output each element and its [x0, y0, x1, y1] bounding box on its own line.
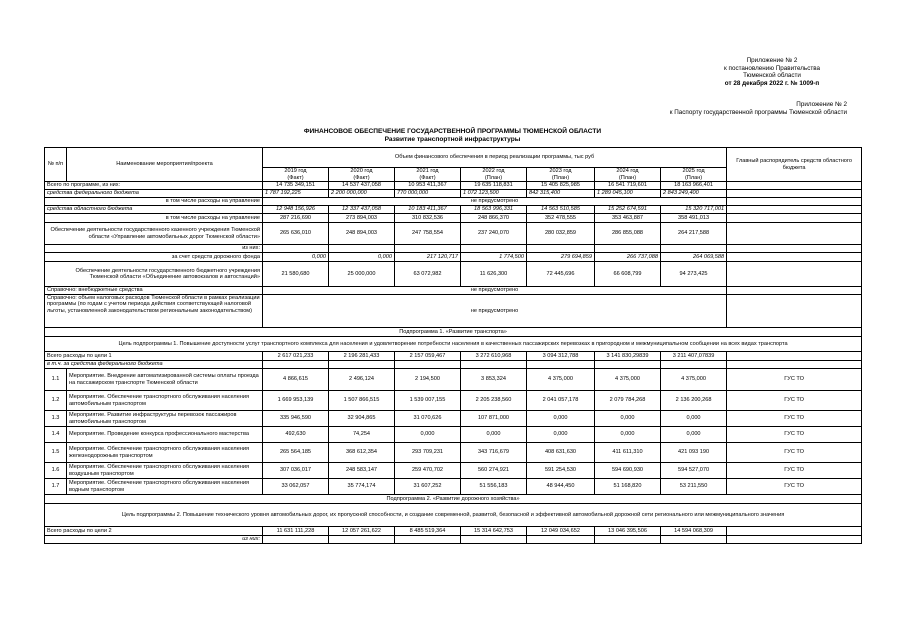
cell-2025: 594 527,070: [661, 463, 727, 479]
cell-2024: 4 375,000: [595, 369, 661, 391]
cell-2024: 266 737,088: [595, 253, 661, 262]
cell-2025: 2 843 249,400: [661, 190, 727, 198]
cell-2023: 2 041 057,178: [527, 391, 595, 411]
cell-2025: 15 320 717,001: [661, 206, 727, 214]
header-year-2024: 2024 год (План): [595, 168, 661, 182]
cell-2022: 343 716,679: [461, 443, 527, 463]
cell-2025: 3 211 407,07839: [661, 352, 727, 361]
cell-2023: 842 315,400: [527, 190, 595, 198]
cell-2023: 352 478,555: [527, 214, 595, 223]
row-label: средства федерального бюджета: [45, 190, 263, 198]
item-label: Мероприятие. Обеспечение транспортного обслуживания населения автомобильным транспортом: [67, 391, 263, 411]
subprogram-2-title: Подпрограмма 2. «Развитие дорожного хозяйства»: [45, 495, 862, 504]
row-label: в том числе расходы на управление: [45, 214, 263, 223]
row-federal: [45, 190, 862, 198]
cell-2024: 13 046 395,506: [595, 527, 661, 536]
cell-2022: 560 274,921: [461, 463, 527, 479]
cell-manager: [727, 223, 862, 245]
row-goal-2-of-which: [45, 536, 862, 544]
cell-2020: 273 894,003: [329, 214, 395, 223]
cell-2022: 19 635 118,831: [461, 182, 527, 190]
row-regional-institution: [45, 223, 862, 245]
table-row: [45, 411, 862, 427]
cell-2021: 31 070,626: [395, 411, 461, 427]
not-provided-text: не предусмотрено: [263, 295, 727, 328]
header-year-2023: 2023 год (План): [527, 168, 595, 182]
cell-2023: 48 944,450: [527, 479, 595, 495]
cell-2022: 15 314 642,753: [461, 527, 527, 536]
item-num: 1.2: [45, 391, 67, 411]
cell-2024: 2 079 784,268: [595, 391, 661, 411]
cell-2025: 14 594 068,309: [661, 527, 727, 536]
cell-2020: 248 583,147: [329, 463, 395, 479]
cell-2024: 3 141 830,29839: [595, 352, 661, 361]
cell-2019: 33 062,057: [263, 479, 329, 495]
cell-2022: 11 626,300: [461, 262, 527, 287]
cell-2022: 248 866,370: [461, 214, 527, 223]
cell-manager: [727, 206, 862, 214]
cell-2024: 15 252 674,591: [595, 206, 661, 214]
header-num: № п/п: [45, 148, 67, 182]
title-line-2: Развитие транспортной инфраструктуры: [384, 136, 521, 143]
table-row: [45, 463, 862, 479]
cell-manager: ГУС ТО: [727, 369, 862, 391]
cell-2025: 0,000: [661, 427, 727, 443]
cell-2024: 0,000: [595, 427, 661, 443]
cell-2019: 11 631 111,228: [263, 527, 329, 536]
cell-2021: 10 183 411,367: [395, 206, 461, 214]
cell-2022: 1 072 123,500: [461, 190, 527, 198]
cell-2023: 15 405 825,985: [527, 182, 595, 190]
cell-2023: 280 032,859: [527, 223, 595, 245]
cell-2022: 3 853,324: [461, 369, 527, 391]
row-label: Всего по программе, из них:: [45, 182, 263, 190]
table-row: [45, 391, 862, 411]
row-federal-management: [45, 198, 862, 206]
cell-2019: 265 636,010: [263, 223, 329, 245]
goal-2-text: Цель подпрограммы 2. Повышение технического уровня автомобильных дорог, их пропускной способности, и создание современной, развитой, безопасной и эффективной автомобильной дорожной сети регионального или межмуниципального значения: [45, 504, 862, 527]
row-label: Справочно: объем налоговых расходов Тюменской области в рамках реализации программы (по годам с учетом периода действия соответствующей налоговой льготы, установленной законодательством региональным законодательством): [45, 295, 263, 328]
appendix-2-line-2: к Паспорту государственной программы Тюменской области: [669, 108, 847, 116]
cell-2020: 25 000,000: [329, 262, 395, 287]
cell-2023: 4 375,000: [527, 369, 595, 391]
cell-2019: 335 946,590: [263, 411, 329, 427]
row-total: [45, 182, 862, 190]
cell-2021: 247 758,554: [395, 223, 461, 245]
header-year-2019: 2019 год (Факт): [263, 168, 329, 182]
cell-2021: 1 539 007,155: [395, 391, 461, 411]
cell-manager: [727, 287, 862, 295]
cell-2021: 8 485 519,364: [395, 527, 461, 536]
cell-2020: 14 537 437,058: [329, 182, 395, 190]
cell-2020: 0,000: [329, 253, 395, 262]
row-label: в т.ч. за средства федерального бюджета: [45, 361, 263, 369]
row-label: средства областного бюджета: [45, 206, 263, 214]
cell-2021: 310 832,536: [395, 214, 461, 223]
cell-2019: 1 787 192,225: [263, 190, 329, 198]
cell-manager: ГУС ТО: [727, 427, 862, 443]
cell-2022: 1 774,500: [461, 253, 527, 262]
table-row: [45, 443, 862, 463]
cell-2020: 74,254: [329, 427, 395, 443]
row-regional-institution-2: [45, 262, 862, 287]
item-num: 1.1: [45, 369, 67, 391]
row-offbudget: [45, 287, 862, 295]
cell-2022: 107 871,000: [461, 411, 527, 427]
cell-2023: 408 631,630: [527, 443, 595, 463]
cell-2025: 264 069,588: [661, 253, 727, 262]
cell-2021: 293 709,231: [395, 443, 461, 463]
goal-2-row: [45, 504, 862, 527]
cell-manager: [727, 527, 862, 536]
row-regional-management: [45, 214, 862, 223]
cell-2019: 0,000: [263, 253, 329, 262]
cell-2024: 594 690,930: [595, 463, 661, 479]
cell-2024: 0,000: [595, 411, 661, 427]
cell-2020: 12 057 261,622: [329, 527, 395, 536]
cell-2022: 51 556,183: [461, 479, 527, 495]
row-label: из них:: [45, 536, 263, 544]
cell-2025: 53 211,550: [661, 479, 727, 495]
cell-2019: 492,630: [263, 427, 329, 443]
cell-2025: 264 217,588: [661, 223, 727, 245]
cell-2021: 63 072,982: [395, 262, 461, 287]
cell-2020: 35 774,174: [329, 479, 395, 495]
finance-table: [44, 147, 862, 544]
cell-2019: 12 948 156,926: [263, 206, 329, 214]
row-label: в том числе расходы на управление: [45, 198, 263, 206]
header-manager: Главный распорядитель средств областного бюджета: [727, 148, 862, 182]
cell-2020: 2 200 000,000: [329, 190, 395, 198]
header-volume: Объем финансового обеспечения в период реализации программы, тыс руб: [263, 148, 727, 168]
cell-2022: 237 240,070: [461, 223, 527, 245]
cell-2021: 217 120,717: [395, 253, 461, 262]
row-label: из них:: [45, 245, 263, 253]
cell-2020: 248 894,003: [329, 223, 395, 245]
cell-2024: 353 463,887: [595, 214, 661, 223]
cell-manager: ГУС ТО: [727, 443, 862, 463]
cell-manager: [727, 190, 862, 198]
header-year-2025: 2025 год (План): [661, 168, 727, 182]
cell-2019: 307 036,017: [263, 463, 329, 479]
appendix-block-2: [670, 101, 847, 116]
not-provided-text: не предусмотрено: [263, 198, 727, 206]
cell-2025: 94 273,425: [661, 262, 727, 287]
item-num: 1.5: [45, 443, 67, 463]
item-num: 1.6: [45, 463, 67, 479]
cell-2023: 14 563 510,585: [527, 206, 595, 214]
cell-manager: ГУС ТО: [727, 463, 862, 479]
cell-manager: [727, 214, 862, 223]
table-row: [45, 369, 862, 391]
row-label: Всего расходы по цели 2: [45, 527, 263, 536]
document-title: [0, 128, 905, 144]
appendix-block-1: [724, 57, 820, 87]
row-goal-2-total: [45, 527, 862, 536]
cell-2025: 2 136 200,268: [661, 391, 727, 411]
cell-2023: 0,000: [527, 411, 595, 427]
cell-2024: 51 168,820: [595, 479, 661, 495]
cell-manager: ГУС ТО: [727, 479, 862, 495]
item-label: Мероприятие. Внедрение автоматизированной системы оплаты проезда на пассажирском транспорте Тюменской области: [67, 369, 263, 391]
cell-2020: 368 612,354: [329, 443, 395, 463]
header-year-2020: 2020 год (Факт): [329, 168, 395, 182]
cell-manager: [727, 198, 862, 206]
cell-2023: 591 254,530: [527, 463, 595, 479]
cell-2021: 2 157 059,467: [395, 352, 461, 361]
row-label: Обеспечение деятельности государственного казенного учреждения Тюменской области «Управление автомобильных дорог Тюменской области»: [45, 223, 263, 245]
cell-manager: ГУС ТО: [727, 391, 862, 411]
row-road-fund: [45, 253, 862, 262]
cell-2023: 0,000: [527, 427, 595, 443]
cell-2021: 259 470,702: [395, 463, 461, 479]
cell-2023: 3 094 312,788: [527, 352, 595, 361]
header-name: Наименование мероприятия/проекта: [67, 148, 263, 182]
cell-2025: 0,000: [661, 411, 727, 427]
cell-2021: 2 194,500: [395, 369, 461, 391]
row-tax-expenses: [45, 295, 862, 328]
cell-2025: 4 375,000: [661, 369, 727, 391]
cell-2020: 12 337 437,058: [329, 206, 395, 214]
table-row: [45, 427, 862, 443]
row-label: Справочно: внебюджетные средства: [45, 287, 263, 295]
item-label: Мероприятие. Обеспечение транспортного обслуживания населения железнодорожным транспортом: [67, 443, 263, 463]
cell-manager: [727, 253, 862, 262]
row-label: Обеспечение деятельности государственного бюджетного учреждения Тюменской области «Объединение автовокзалов и автостанций»: [45, 262, 263, 287]
cell-2019: 287 216,690: [263, 214, 329, 223]
item-label: Мероприятие. Проведение конкурса профессионального мастерства: [67, 427, 263, 443]
not-provided-text: не предусмотрено: [263, 287, 727, 295]
goal-1-row: [45, 337, 862, 352]
goal-1-text: Цель подпрограммы 1. Повышение доступности услуг транспортного комплекса для населения и удовлетворение потребности населения в качественных пассажирских перевозках в пригородном и межмуниципальном сообщении на всех видах транспорта: [45, 337, 862, 352]
cell-2021: 770 000,000: [395, 190, 461, 198]
cell-manager: ГУС ТО: [727, 411, 862, 427]
row-of-which: [45, 245, 862, 253]
row-goal-1-total: [45, 352, 862, 361]
cell-2020: 2 496,124: [329, 369, 395, 391]
cell-2025: 358 491,013: [661, 214, 727, 223]
item-label: Мероприятие. Обеспечение транспортного обслуживания населения воздушным транспортом: [67, 463, 263, 479]
cell-2020: 32 904,865: [329, 411, 395, 427]
cell-2023: 72 445,696: [527, 262, 595, 287]
cell-2021: 0,000: [395, 427, 461, 443]
cell-2022: 18 563 996,331: [461, 206, 527, 214]
cell-2019: 21 580,680: [263, 262, 329, 287]
subprogram-1-title: Подпрограмма 1. «Развитие транспорта»: [45, 328, 862, 337]
row-label: за счет средств дорожного фонда: [45, 253, 263, 262]
title-line-1: ФИНАНСОВОЕ ОБЕСПЕЧЕНИЕ ГОСУДАРСТВЕННОЙ ПРОГРАММЫ ТЮМЕНСКОЙ ОБЛАСТИ: [303, 128, 602, 135]
cell-2023: 12 049 034,652: [527, 527, 595, 536]
cell-2019: 265 564,185: [263, 443, 329, 463]
appendix-1-line-1: Приложение № 2: [746, 57, 798, 64]
appendix-2-line-1: Приложение № 2: [796, 101, 847, 108]
item-num: 1.3: [45, 411, 67, 427]
cell-manager: [727, 352, 862, 361]
appendix-1-line-4: от 28 декабря 2022 г. № 1009-п: [724, 79, 820, 87]
row-regional: [45, 206, 862, 214]
cell-2024: 411 611,310: [595, 443, 661, 463]
cell-2024: 66 608,799: [595, 262, 661, 287]
item-num: 1.4: [45, 427, 67, 443]
cell-2024: 1 289 045,100: [595, 190, 661, 198]
subprogram-1-row: [45, 328, 862, 337]
cell-2021: 10 953 411,367: [395, 182, 461, 190]
cell-2025: 18 163 966,401: [661, 182, 727, 190]
appendix-1-line-3: Тюменской области: [743, 72, 801, 80]
cell-2020: 2 196 281,433: [329, 352, 395, 361]
cell-2020: 1 507 866,515: [329, 391, 395, 411]
cell-2022: 3 272 610,968: [461, 352, 527, 361]
cell-2019: 14 735 349,151: [263, 182, 329, 190]
cell-2019: 4 866,615: [263, 369, 329, 391]
cell-2019: 1 669 953,139: [263, 391, 329, 411]
cell-2022: 0,000: [461, 427, 527, 443]
cell-2024: 16 541 719,601: [595, 182, 661, 190]
header-year-2021: 2021 год (Факт): [395, 168, 461, 182]
cell-2019: 2 617 021,233: [263, 352, 329, 361]
cell-2022: 2 205 238,560: [461, 391, 527, 411]
cell-manager: [727, 182, 862, 190]
cell-2021: 31 607,252: [395, 479, 461, 495]
cell-2025: 421 093 190: [661, 443, 727, 463]
table-row: [45, 479, 862, 495]
subprogram-2-row: [45, 495, 862, 504]
cell-manager: [727, 262, 862, 287]
item-label: Мероприятие. Обеспечение транспортного обслуживания населения водным транспортом: [67, 479, 263, 495]
item-label: Мероприятие. Развитие инфраструктуры перевозок пассажиров автомобильным транспортом: [67, 411, 263, 427]
item-num: 1.7: [45, 479, 67, 495]
row-label: Всего расходы по цели 1: [45, 352, 263, 361]
row-goal-1-federal: [45, 361, 862, 369]
cell-manager: [727, 295, 862, 328]
cell-2023: 279 694,859: [527, 253, 595, 262]
appendix-1-line-2: к постановлению Правительства: [724, 64, 820, 72]
header-year-2022: 2022 год (План): [461, 168, 527, 182]
cell-2024: 286 855,088: [595, 223, 661, 245]
